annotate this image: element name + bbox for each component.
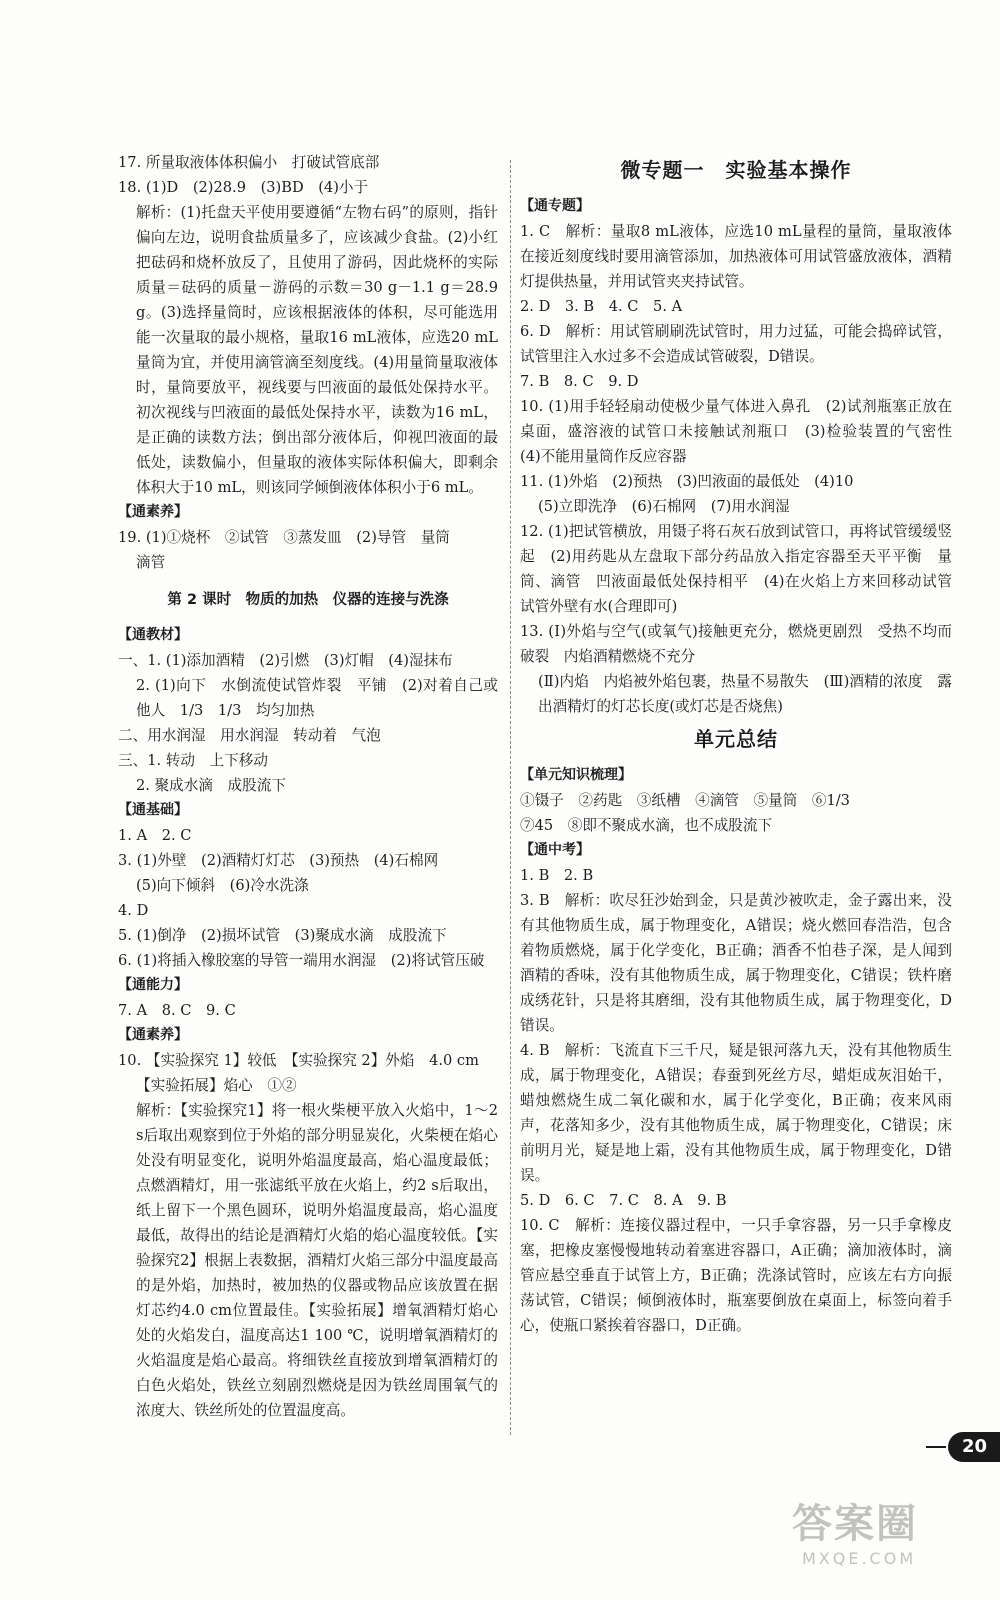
answer-paragraph: 19. (1)①烧杯 ②试管 ③蒸发皿 (2)导管 量筒 [118,529,450,546]
answer-paragraph: 5. (1)倒净 (2)损坏试管 (3)聚成水滴 成股流下 [118,927,447,944]
answer-paragraph: ⑦45 ⑧即不聚成水滴，也不成股流下 [520,817,773,834]
answer-paragraph: 3. B 解析：吹尽狂沙始到金，只是黄沙被吹走，金子露出来，没有其他物质生成，属于物理变化，A错误；烧火燃回春浩浩，包含着物质燃烧，属于化学变化，B正确；酒香不怕巷子深，是人闻到酒精的香味，没有其他物质生成，属于物理变化，C错误；铁杵磨成绣花针，只是将其磨细，没有其他物质生成，属于物理变化，D错误。 [520,892,952,1034]
answer-paragraph: (Ⅱ)内焰 内焰被外焰包裹，热量不易散失 (Ⅲ)酒精的浓度 露出酒精灯的灯芯长度(或灯芯是否烧焦) [538,673,952,715]
answer-paragraph: 5. D 6. C 7. C 8. A 9. B [520,1192,727,1209]
answer-paragraph: 10. 【实验探究 1】较低 【实验探究 2】外焰 4.0 cm [118,1052,479,1069]
section-label: 【通中考】 [520,842,590,858]
right-column [520,150,967,1338]
section-label: 【通专题】 [520,198,590,214]
answer-paragraph: 2. (1)向下 水倒流使试管炸裂 平铺 (2)对着自己或他人 1/3 1/3 均匀加热 [136,677,498,719]
answer-paragraph: 解析：【实验探究1】将一根火柴梗平放入火焰中，1～2 s后取出观察到位于外焰的部分明显炭化，火柴梗在焰心处没有明显变化，说明外焰温度最高，焰心温度最低；点燃酒精灯，用一张滤纸平放在火焰上，约2 s后取出，纸上留下一个黑色圆环，说明外焰温度最高，焰心温度最低，故得出的结论是酒精灯火焰的焰心温度较低。【实验探究2】根据上表数据，酒精灯火焰三部分中温度最高的是外焰，加热时，被加热的仪器或物品应该放置在据灯芯约4.0 cm位置最佳。【实验拓展】增氧酒精灯焰心处的火焰发白，温度高达1 100 ℃，说明增氧酒精灯的火焰温度是焰心最高。将细铁丝直接放到增氧酒精灯的白色火焰处，铁丝立刻剧烈燃烧是因为铁丝周围氧气的浓度大、铁丝所处的位置温度高。 [136,1102,498,1419]
answer-paragraph: (5)向下倾斜 (6)冷水洗涤 [136,877,309,894]
section-title: 微专题一 实验基本操作 [620,158,852,182]
left-column [118,150,498,1423]
answer-paragraph: 7. B 8. C 9. D [520,373,639,390]
watermark-url: MXQE.COM [802,1549,917,1568]
answer-paragraph: (5)立即洗净 (6)石棉网 (7)用水润湿 [538,498,790,515]
page-number: 20 [948,1432,1000,1462]
section-label: 【通素养】 [118,504,188,520]
page-number-dash [926,1446,946,1448]
answer-paragraph: 3. (1)外壁 (2)酒精灯灯芯 (3)预热 (4)石棉网 [118,852,439,869]
answer-paragraph: 1. C 解析：量取8 mL液体，应选10 mL量程的量筒，量取液体在接近刻度线时要用滴管添加，加热液体可用试管盛放液体，酒精灯提供热量，并用试管夹夹持试管。 [520,223,952,290]
answer-paragraph: 二、用水润湿 用水润湿 转动着 气泡 [118,727,381,744]
answer-paragraph: 10. (1)用手轻轻扇动使极少量气体进入鼻孔 (2)试剂瓶塞正放在桌面，盛溶液的试管口未接触试剂瓶口 (3)检验装置的气密性 (4)不能用量筒作反应容器 [520,398,967,465]
answer-paragraph: 18. (1)D (2)28.9 (3)BD (4)小于 [118,179,369,196]
answer-paragraph: 12. (1)把试管横放，用镊子将石灰石放到试管口，再将试管缓缓竖起 (2)用药匙从左盘取下部分药品放入指定容器至天平平衡 量筒、滴管 凹液面最低处保持相平 (4)在火焰上方来回移动试管 试管外壁有水(合理即可) [520,523,967,615]
answer-paragraph: 一、1. (1)添加酒精 (2)引燃 (3)灯帽 (4)湿抹布 [118,652,453,669]
section-label: 【通能力】 [118,977,188,993]
answer-paragraph: 2. 聚成水滴 成股流下 [136,777,286,794]
section-label: 【通基础】 [118,802,188,818]
answer-paragraph: 三、1. 转动 上下移动 [118,752,268,769]
answer-paragraph: 滴管 [136,554,166,571]
answer-paragraph: 17. 所量取液体体积偏小 打破试管底部 [118,154,380,171]
answer-paragraph: 1. B 2. B [520,867,594,884]
answer-paragraph: 6. (1)将插入橡胶塞的导管一端用水润湿 (2)将试管压破 [118,952,485,969]
column-divider [510,160,511,1435]
lesson-title: 第 2 课时 物质的加热 仪器的连接与洗涤 [167,592,449,608]
watermark-text: 答案圈 [792,1501,918,1547]
answer-paragraph: 7. A 8. C 9. C [118,1002,236,1019]
answer-paragraph: 13. (Ⅰ)外焰与空气(或氧气)接触更充分，燃烧更剧烈 受热不均而破裂 内焰酒精燃烧不充分 [520,623,952,665]
answer-paragraph: 6. D 解析：用试管刷刷洗试管时，用力过猛，可能会捣碎试管，试管里注入水过多不会造成试管破裂，D错误。 [520,323,952,365]
section-label: 【通素养】 [118,1027,188,1043]
answer-paragraph: 4. D [118,902,149,919]
section-label: 【单元知识梳理】 [520,767,632,783]
answer-paragraph: 1. A 2. C [118,827,192,844]
section-title: 单元总结 [694,727,778,751]
answer-paragraph: 11. (1)外焰 (2)预热 (3)凹液面的最低处 (4)10 [520,473,854,490]
answer-paragraph: 4. B 解析：飞流直下三千尺，疑是银河落九天，没有其他物质生成，属于物理变化，A错误；春蚕到死丝方尽，蜡炬成灰泪始干，蜡烛燃烧生成二氧化碳和水，属于化学变化，B正确；夜来风雨声，花落知多少，没有其他物质生成，属于物理变化，C错误；床前明月光，疑是地上霜，没有其他物质生成，属于物理变化，D错误。 [520,1042,952,1184]
answer-paragraph: 解析：(1)托盘天平使用要遵循“左物右码”的原则，指针偏向左边，说明食盐质量多了，应该减少食盐。(2)小红把砝码和烧杯放反了，且使用了游码，因此烧杯的实际质量＝砝码的质量－游码的示数＝30 g－1.1 g＝28.9 g。(3)选择量筒时，应该根据液体的体积，尽可能选用能一次量取的最小规格，量取16 mL液体，应选20 mL量筒为宜，并使用滴管滴至刻度线。(4)用量筒量取液体时，量筒要放平，视线要与凹液面的最低处保持水平。初次视线与凹液面的最低处保持水平，读数为16 mL，是正确的读数方法；倒出部分液体后，仰视凹液面的最低处，读数偏小，但量取的液体实际体积偏大，即剩余体积大于10 mL，则该同学倾倒液体体积小于6 mL。 [136,204,498,496]
answer-paragraph: 2. D 3. B 4. C 5. A [520,298,683,315]
watermark-logo [792,1500,992,1580]
answer-paragraph: 10. C 解析：连接仪器过程中，一只手拿容器，另一只手拿橡皮塞，把橡皮塞慢慢地转动着塞进容器口，A正确；滴加液体时，滴管应悬空垂直于试管上方，B正确；洗涤试管时，应该左右方向振荡试管，C错误；倾倒液体时，瓶塞要倒放在桌面上，标签向着手心，使瓶口紧挨着容器口，D正确。 [520,1217,952,1334]
section-label: 【通教材】 [118,627,188,643]
answer-paragraph: 【实验拓展】焰心 ①② [136,1077,297,1094]
answer-paragraph: ①镊子 ②药匙 ③纸槽 ④滴管 ⑤量筒 ⑥1/3 [520,792,850,809]
